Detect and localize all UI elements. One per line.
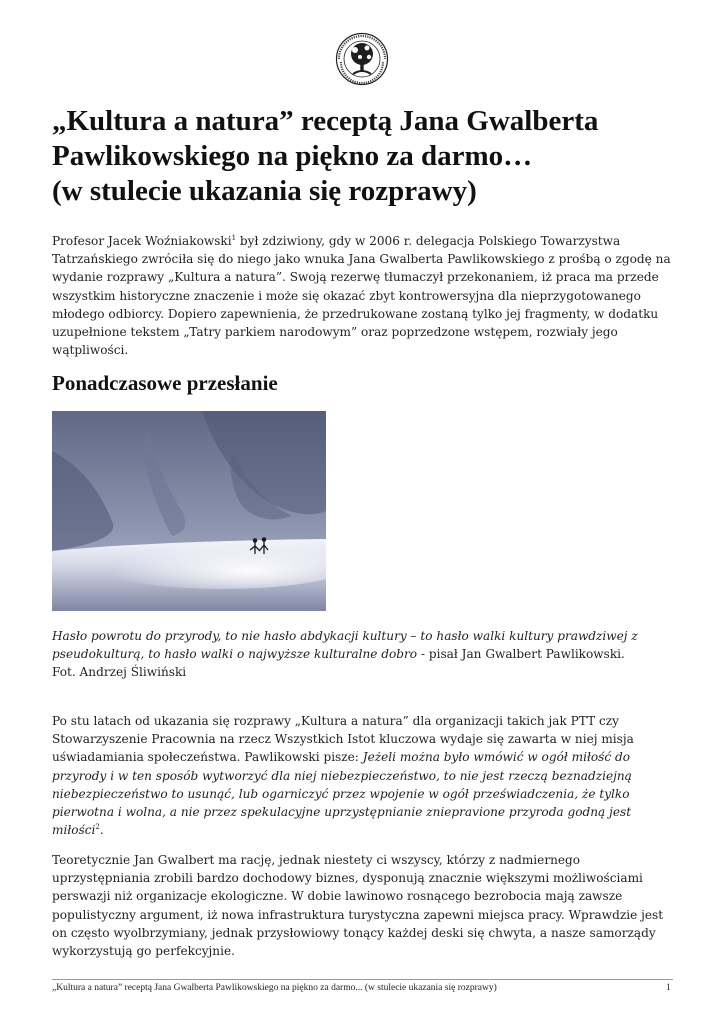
- title-line-1: „Kultura a natura” receptą Jana Gwalberta: [52, 105, 599, 137]
- caption-quote: Hasło powrotu do przyrody, to nie hasło abdykacji kultury – to hasło walki kultury prawdziwej z pseudokulturą, to hasło walki o najwyższe kulturalne dobro: [52, 629, 638, 662]
- snowfield-skiers-photo: [52, 411, 326, 611]
- paragraph-2: [52, 712, 677, 839]
- footnote-ref-1[interactable]: 1: [231, 233, 237, 242]
- footnote-ref-2[interactable]: 2: [95, 823, 100, 832]
- section-heading: Ponadczasowe przesłanie: [52, 371, 278, 395]
- title-line-2: Pawlikowskiego na piękno za darmo…: [52, 140, 533, 172]
- intro-text-rest: był zdziwiony, gdy w 2006 r. delegacja Polskiego Towarzystwa Tatrzańskiego zwróciła się do niego jako wnuka Jana Gwalberta Pawlikowskiego z prośbą o zgodę na wydanie rozprawy „Kultura a natura”. Swoją rezerwę tłumaczył przekonaniem, iż praca ma przede wszystkim historyczne znaczenie i może się okazać zbyt kontrowersyjna dla nieprzygotowanego młodego odbiorcy. Dopiero zapewnienia, że przedrukowane zostaną tylko jej fragmenty, w dodatku uzupełnione tekstem „Tatry parkiem narodowym” oraz poprzedzone wstępem, rozwiały jego wątpliwości.: [52, 234, 671, 358]
- title-line-3: (w stulecie ukazania się rozprawy): [52, 175, 477, 207]
- paragraph-2-quote: Jeżeli można było wmówić w ogół miłość do przyrody i w ten sposób wytworzyć dla niej niebezpieczeństwo, to nie jest rzeczą beznadziejną niebezpieczeństwo to usunąć, lub ogarniczyć przez wpojenie w ogół przeświadczenia, że tylko pierwotna i wolna, a nie przez spekulacyjne uprzystępnianie zniepravione przyroda godną jest miłości: [52, 750, 632, 838]
- page-number: 1: [666, 983, 671, 993]
- paragraph-3: Teoretycznie Jan Gwalbert ma rację, jednak niestety ci wszyscy, którzy z nadmiernego uprzystępniania zrobili bardzo dochodowy biznes, dysponują znacznie większymi możliwościami perswazji niż organizacje ekologiczne. W dobie lawinowo rosnącego bezrobocia mają zawsze populistyczny argument, iż nowa infrastruktura turystyczna zapewni miejsca pracy. Wprawdzie jest on często wyolbrzymiany, jednak przysłowiowy tonący każdej deski się chwyta, a nasze samorządy wykorzystują go perfekcyjnie.: [52, 853, 664, 959]
- footer-divider: [52, 979, 673, 980]
- paragraph-2-end: .: [99, 823, 104, 838]
- intro-text-start: Profesor Jacek Woźniakowski: [52, 234, 232, 248]
- tree-seal-icon: [335, 32, 389, 86]
- intro-paragraph: [52, 232, 677, 359]
- page-title: [52, 104, 692, 209]
- paragraph-2-lead: Po stu latach od ukazania się rozprawy „Kultura a natura” dla organizacji takich jak PTT czy Stowarzyszenie Pracownia na rzecz Wszystkich Istot kluczowa wydaje się zawarta w niej misja uświadamiania społeczeństwa. Pawlikowski pisze:: [52, 714, 634, 765]
- photo-credit: Fot. Andrzej Śliwiński: [52, 665, 187, 680]
- photo-caption: [52, 627, 677, 682]
- caption-attribution: - pisał Jan Gwalbert Pawlikowski.: [417, 647, 625, 662]
- footer-running-title: „Kultura a natura” receptą Jana Gwalberta Pawlikowskiego na piękno za darmo... (w stulecie ukazania się rozprawy): [52, 983, 497, 993]
